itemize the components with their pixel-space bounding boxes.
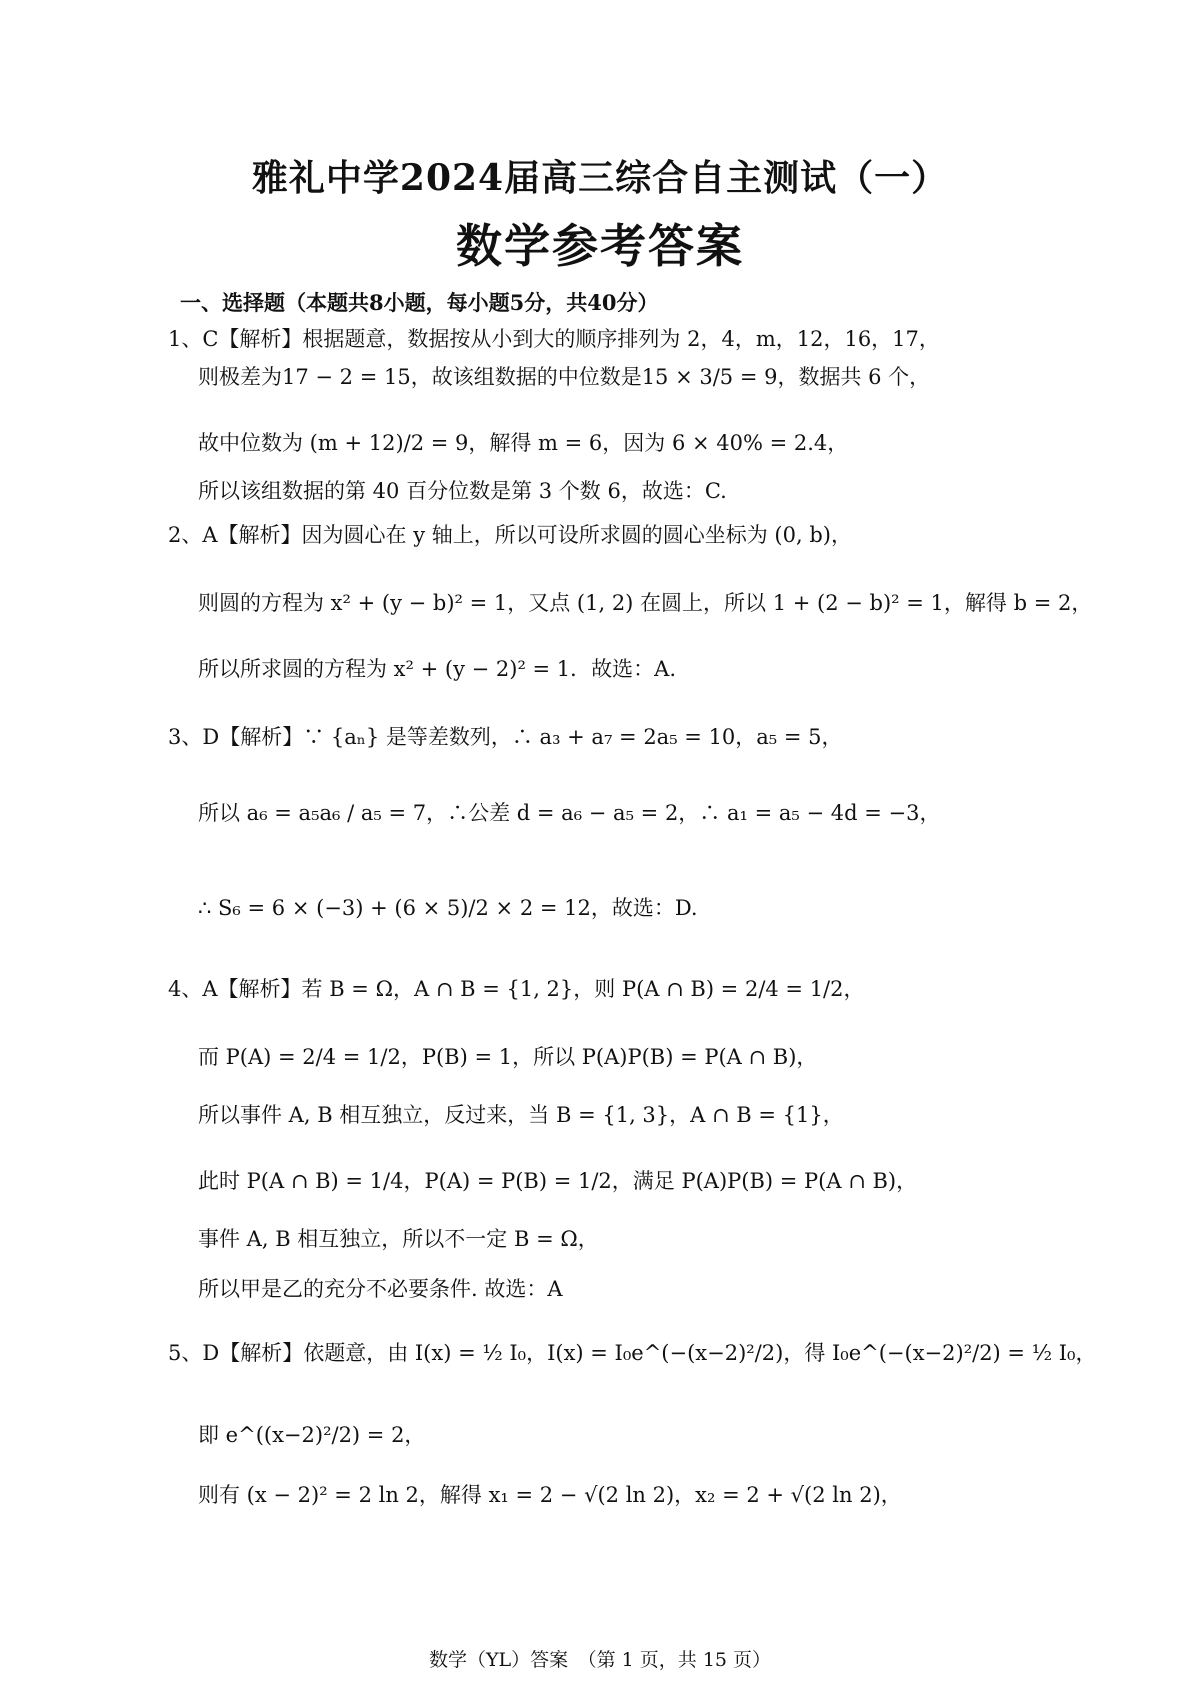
answer-4-line-1: 4、A【解析】若 B = Ω，A ∩ B = {1, 2}，则 P(A ∩ B) = 2/4 = 1/2， — [168, 977, 865, 1001]
answer-3-line-2: 所以 a₆ = a₅a₆ / a₅ = 7，∴公差 d = a₆ − a₅ = 2，∴ a₁ = a₅ − 4d = −3， — [198, 801, 941, 825]
answer-3-line-1: 3、D【解析】∵ {aₙ} 是等差数列，∴ a₃ + a₇ = 2a₅ = 10，a₅ = 5， — [168, 725, 843, 749]
answer-5-line-2: 即 e^((x−2)²/2) = 2， — [198, 1423, 426, 1447]
answer-4-line-3: 所以事件 A, B 相互独立，反过来，当 B = {1, 3}，A ∩ B = {1}， — [198, 1103, 844, 1127]
document-subtitle: 数学参考答案 — [456, 219, 744, 273]
answer-1-line-2: 则极差为17 − 2 = 15，故该组数据的中位数是15 × 3/5 = 9，数据共 6 个， — [198, 365, 931, 389]
answer-1-line-1: 1、C【解析】根据题意，数据按从小到大的顺序排列为 2，4，m，12，16，17， — [168, 327, 940, 351]
answer-4-line-4: 此时 P(A ∩ B) = 1/4，P(A) = P(B) = 1/2，满足 P(A)P(B) = P(A ∩ B)， — [198, 1169, 918, 1193]
answer-1-line-4: 所以该组数据的第 40 百分位数是第 3 个数 6，故选：C. — [198, 479, 727, 503]
answer-2-line-3: 所以所求圆的方程为 x² + (y − 2)² = 1．故选：A. — [198, 657, 677, 681]
page-footer: 数学（YL）答案 （第 1 页，共 15 页） — [428, 1649, 772, 1671]
section-heading: 一、选择题（本题共8小题，每小题5分，共40分） — [180, 290, 659, 315]
document-title: 雅礼中学2024届高三综合自主测试（一） — [251, 157, 949, 199]
answer-4-line-2: 而 P(A) = 2/4 = 1/2，P(B) = 1，所以 P(A)P(B) = P(A ∩ B)， — [198, 1045, 818, 1069]
answer-4-line-6: 所以甲是乙的充分不必要条件. 故选：A — [198, 1277, 563, 1301]
answer-5-line-1: 5、D【解析】依题意，由 I(x) = ½ I₀，I(x) = I₀e^(−(x−2)²/2)，得 I₀e^(−(x−2)²/2) = ½ I₀， — [168, 1341, 1097, 1365]
answer-5-line-3: 则有 (x − 2)² = 2 ln 2，解得 x₁ = 2 − √(2 ln 2)，x₂ = 2 + √(2 ln 2)， — [198, 1483, 902, 1507]
answer-2-line-1: 2、A【解析】因为圆心在 y 轴上，所以可设所求圆的圆心坐标为 (0, b)， — [168, 523, 852, 547]
answer-1-line-3: 故中位数为 (m + 12)/2 = 9，解得 m = 6，因为 6 × 40% = 2.4， — [198, 431, 849, 455]
answer-4-line-5: 事件 A, B 相互独立，所以不一定 B = Ω， — [198, 1227, 599, 1251]
answer-3-line-3: ∴ S₆ = 6 × (−3) + (6 × 5)/2 × 2 = 12，故选：D. — [198, 896, 698, 920]
answer-2-line-2: 则圆的方程为 x² + (y − b)² = 1，又点 (1, 2) 在圆上，所以 1 + (2 − b)² = 1，解得 b = 2， — [198, 591, 1093, 615]
